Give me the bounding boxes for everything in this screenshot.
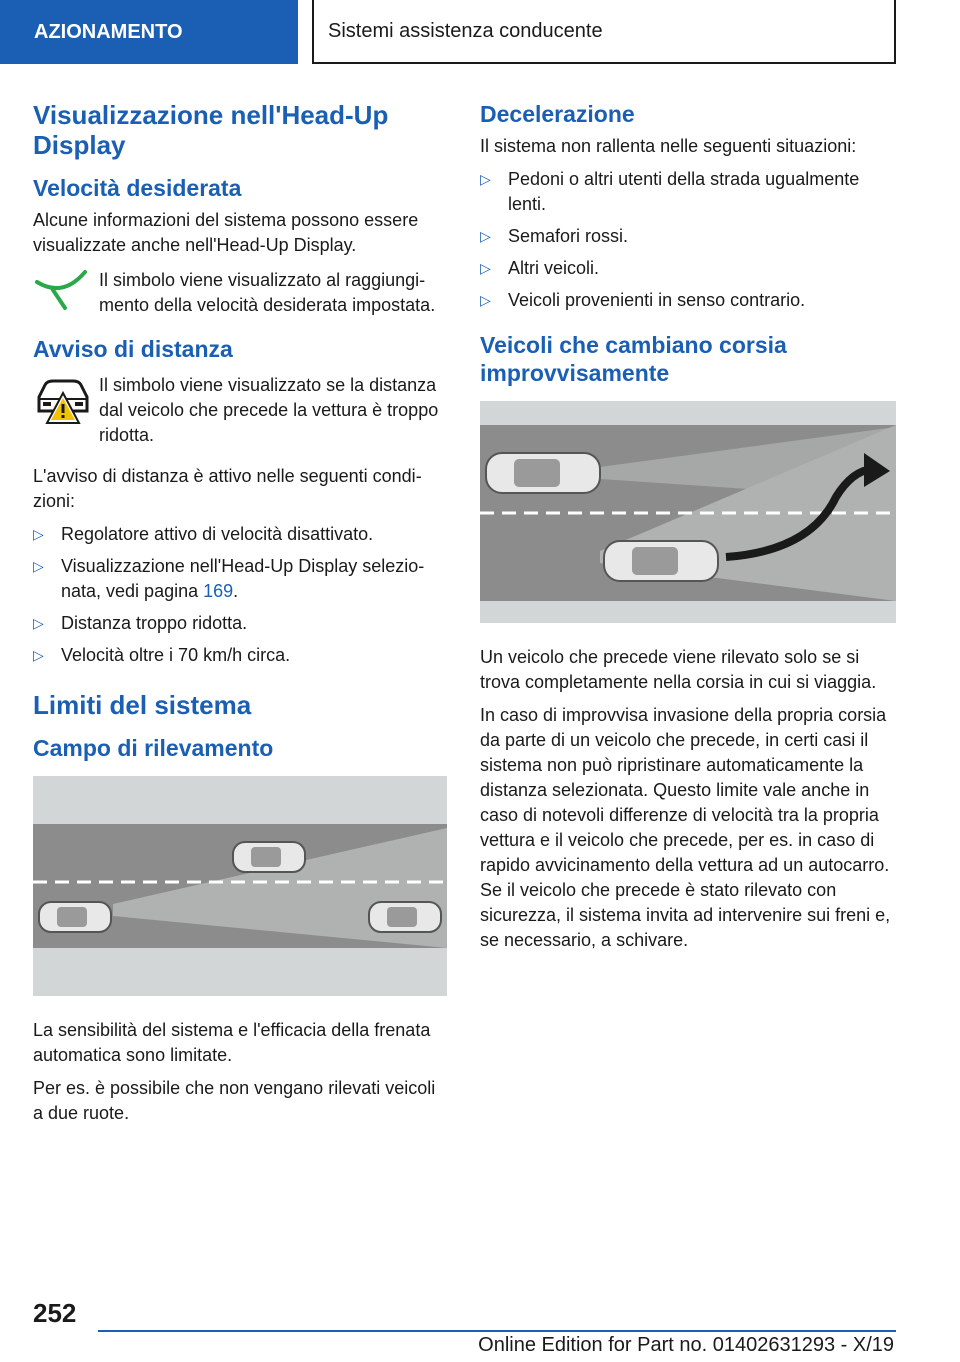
limiti-heading: Limiti del sistema [33, 690, 252, 720]
triangle-bullet-icon: ▷ [33, 558, 44, 574]
cambio-text-1: Un veicolo che precede viene rilevato solo se si trova completamente nella corsia in cui si viaggia. [480, 647, 877, 692]
car-icon [39, 902, 111, 932]
velocita-heading: Velocità desiderata [33, 175, 242, 201]
decel-heading: Decelerazione [480, 101, 635, 127]
left-column [33, 100, 447, 1134]
edition-text: Online Edition for Part no. 01402631293 - X/19 [478, 1334, 894, 1356]
triangle-bullet-icon: ▷ [33, 615, 44, 631]
chapter-title: Sistemi assistenza conducente [328, 19, 603, 42]
campo-heading: Campo di rilevamento [33, 735, 274, 761]
triangle-bullet-icon: ▷ [480, 228, 491, 244]
cambio-text-2: In caso di improvvisa invasione della propria corsia da parte di un veicolo che precede, in certi casi il sistema non può ripristinare automaticamente la distanza selezionata. Questo limite vale anche in caso di notevoli differenze di velocità tra la propria vettura e il veicolo che precede, per es. in caso di rapido avvicinamento della vettura ad un autocarro. Se il veicolo che precede è stato rilevato con sicurezza, il sistema invita ad intervenire sui freni e, se necessario, a schivare. [480, 705, 891, 950]
section-title: AZIONAMENTO [34, 20, 183, 43]
car-icon [486, 453, 600, 493]
list-item: ▷ Visualizzazione nell'Head-Up Display selezionata, vedi pagina 169. [33, 556, 425, 601]
list-item: ▷ Velocità oltre i 70 km/h circa. [33, 643, 447, 668]
velocita-intro: Alcune informazioni del sistema possono essere visualizzate anche nell'Head-Up Display. [33, 210, 419, 255]
triangle-bullet-icon: ▷ [480, 171, 491, 187]
header-section-tab [0, 0, 298, 64]
triangle-bullet-icon: ▷ [480, 292, 491, 308]
detection-range-illustration [33, 776, 447, 996]
distance-warning-icon [33, 373, 93, 425]
header-chapter-tab [312, 0, 896, 64]
decel-list [480, 167, 896, 313]
desired-speed-icon [33, 268, 89, 314]
triangle-bullet-icon: ▷ [33, 647, 44, 663]
avviso-conditions-intro: L'avviso di distanza è attivo nelle seguenti condizioni: [33, 466, 422, 511]
list-item: ▷ Altri veicoli. [480, 256, 896, 281]
list-item: ▷ Distanza troppo ridotta. [33, 611, 447, 636]
triangle-bullet-icon: ▷ [480, 260, 491, 276]
campo-text-1: La sensibilità del sistema e l'efficacia della frenata automatica sono limitate. [33, 1020, 431, 1065]
page-number: 252 [33, 1298, 77, 1328]
list-item: ▷ Pedoni o altri utenti della strada ugualmente lenti. [480, 169, 860, 214]
car-icon [604, 541, 718, 581]
cambio-heading: Veicoli che cambiano corsia improvvisamente [480, 332, 787, 386]
page-link[interactable]: 169 [203, 581, 234, 601]
campo-text-2: Per es. è possibile che non vengano rilevati veicoli a due ruote. [33, 1078, 436, 1123]
avviso-icon-row [33, 373, 447, 448]
list-item: ▷ Semafori rossi. [480, 224, 896, 249]
lane-change-illustration [480, 401, 896, 623]
footer-divider [98, 1330, 896, 1332]
triangle-bullet-icon: ▷ [33, 526, 44, 542]
avviso-conditions-list [33, 522, 447, 668]
velocita-icon-row [33, 268, 447, 319]
avviso-heading: Avviso di distanza [33, 336, 233, 362]
list-item: ▷ Veicoli provenienti in senso contrario. [480, 288, 896, 313]
hud-heading: Visualizzazione nell'Head-Up Display [33, 100, 389, 160]
velocita-icon-text: Il simbolo viene visualizzato al raggiungimento della velocità desiderata impostata. [99, 270, 436, 315]
decel-intro: Il sistema non rallenta nelle seguenti situazioni: [480, 136, 857, 156]
right-column [480, 100, 896, 961]
avviso-icon-text: Il simbolo viene visualizzato se la distanza dal veicolo che precede la vettura è troppo ridotta. [99, 375, 439, 445]
list-item: ▷ Regolatore attivo di velocità disattivato. [33, 522, 447, 547]
car-icon [233, 842, 305, 872]
car-icon [369, 902, 441, 932]
